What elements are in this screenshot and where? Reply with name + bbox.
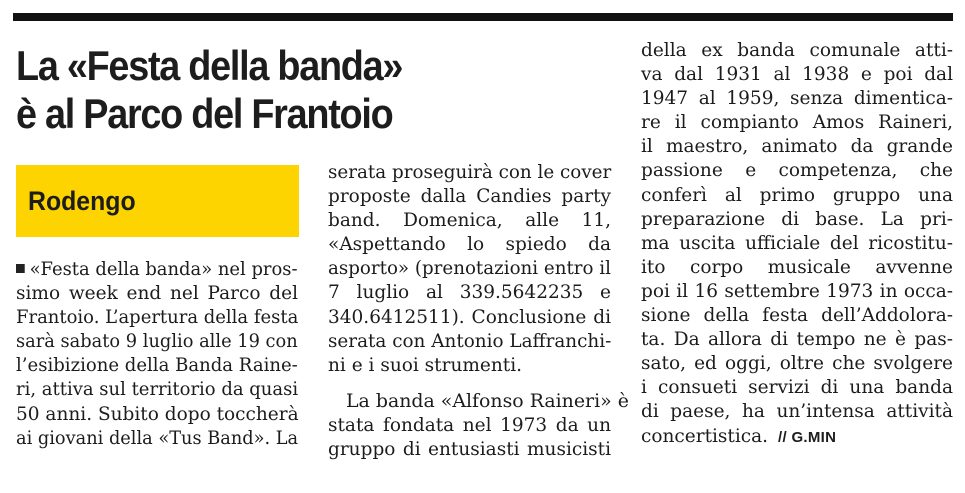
text-line: va dal 1931 al 1938 e poi dal bbox=[641, 64, 953, 86]
article-column-2 bbox=[328, 161, 629, 462]
text-line: proposte dalla Candies party bbox=[328, 186, 611, 208]
author-signature: // G.MIN bbox=[778, 428, 837, 446]
text-line: 7 luglio al 339.5642235 e bbox=[328, 282, 611, 304]
text-line: asporto» (prenotazioni entro il bbox=[328, 258, 611, 280]
headline bbox=[16, 42, 565, 138]
text-line: i consueti servizi di una banda bbox=[641, 377, 953, 399]
text-line: della ex banda comunale atti- bbox=[641, 40, 953, 61]
text-line: di paese, ha un’intensa attività bbox=[641, 401, 953, 423]
text-line: ni e i suoi strumenti. bbox=[328, 354, 523, 376]
text-line: sione della festa dell’Addolora- bbox=[641, 305, 953, 327]
text-line: Frantoio. L’apertura della festa bbox=[16, 307, 299, 329]
text-line: La banda «Alfonso Raineri» è bbox=[346, 390, 629, 412]
text-line: ma uscita ufficiale del ricostitu- bbox=[641, 232, 953, 254]
text-line: ta. Da allora di tempo ne è pas- bbox=[641, 329, 953, 351]
text-line: simo week end nel Parco del bbox=[16, 283, 298, 305]
text-line: gruppo di entusiasti musicisti bbox=[328, 439, 611, 461]
bullet-square-icon bbox=[16, 264, 25, 273]
kicker-label: Rodengo bbox=[28, 186, 136, 216]
text-line: 1947 al 1959, senza dimentica- bbox=[641, 88, 953, 110]
paragraph-gap bbox=[328, 378, 611, 390]
text-line: passione e competenza, che bbox=[641, 160, 953, 182]
text-line: l’esibizione della Banda Raine- bbox=[16, 355, 298, 377]
text-line: serata proseguirà con le cover bbox=[328, 162, 612, 183]
text-line: il maestro, animato da grande bbox=[641, 136, 953, 158]
text-line: stata fondata nel 1973 da un bbox=[328, 414, 611, 436]
text-line: ito corpo musicale avvenne bbox=[641, 256, 953, 278]
text-line: serata con Antonio Laffranchi- bbox=[328, 330, 612, 352]
text-line: band. Domenica, alle 11, bbox=[328, 210, 611, 232]
text-line: ai giovani della «Tus Band». La bbox=[16, 427, 299, 449]
article-column-1 bbox=[16, 258, 298, 451]
text-line: 50 anni. Subito dopo toccherà bbox=[16, 403, 299, 425]
text-line: «Festa della banda» nel pros- bbox=[16, 258, 298, 282]
headline-line-1: La «Festa della banda» bbox=[16, 42, 403, 89]
headline-line-2: è al Parco del Frantoio bbox=[16, 90, 393, 137]
text-line: 340.6412511). Conclusione di bbox=[328, 306, 611, 328]
text-line: «Aspettando lo spiedo da bbox=[328, 234, 611, 256]
text-line: re il compianto Amos Raineri, bbox=[641, 112, 953, 134]
text-line: sarà sabato 9 luglio alle 19 con bbox=[16, 331, 298, 353]
text-line: ri, attiva sul territorio da quasi bbox=[16, 379, 299, 401]
text-line: conferì al primo gruppo una bbox=[641, 184, 953, 206]
article-column-3 bbox=[641, 39, 953, 449]
text-line bbox=[641, 425, 953, 449]
text-line: poi il 16 settembre 1973 in occa- bbox=[641, 280, 953, 302]
top-rule bbox=[13, 13, 953, 21]
kicker-box bbox=[16, 165, 299, 237]
closing-text: concertistica. bbox=[641, 425, 769, 447]
text-line: preparazione di base. La pri- bbox=[641, 208, 953, 230]
text-line: sato, ed oggi, oltre che svolgere bbox=[641, 353, 953, 375]
